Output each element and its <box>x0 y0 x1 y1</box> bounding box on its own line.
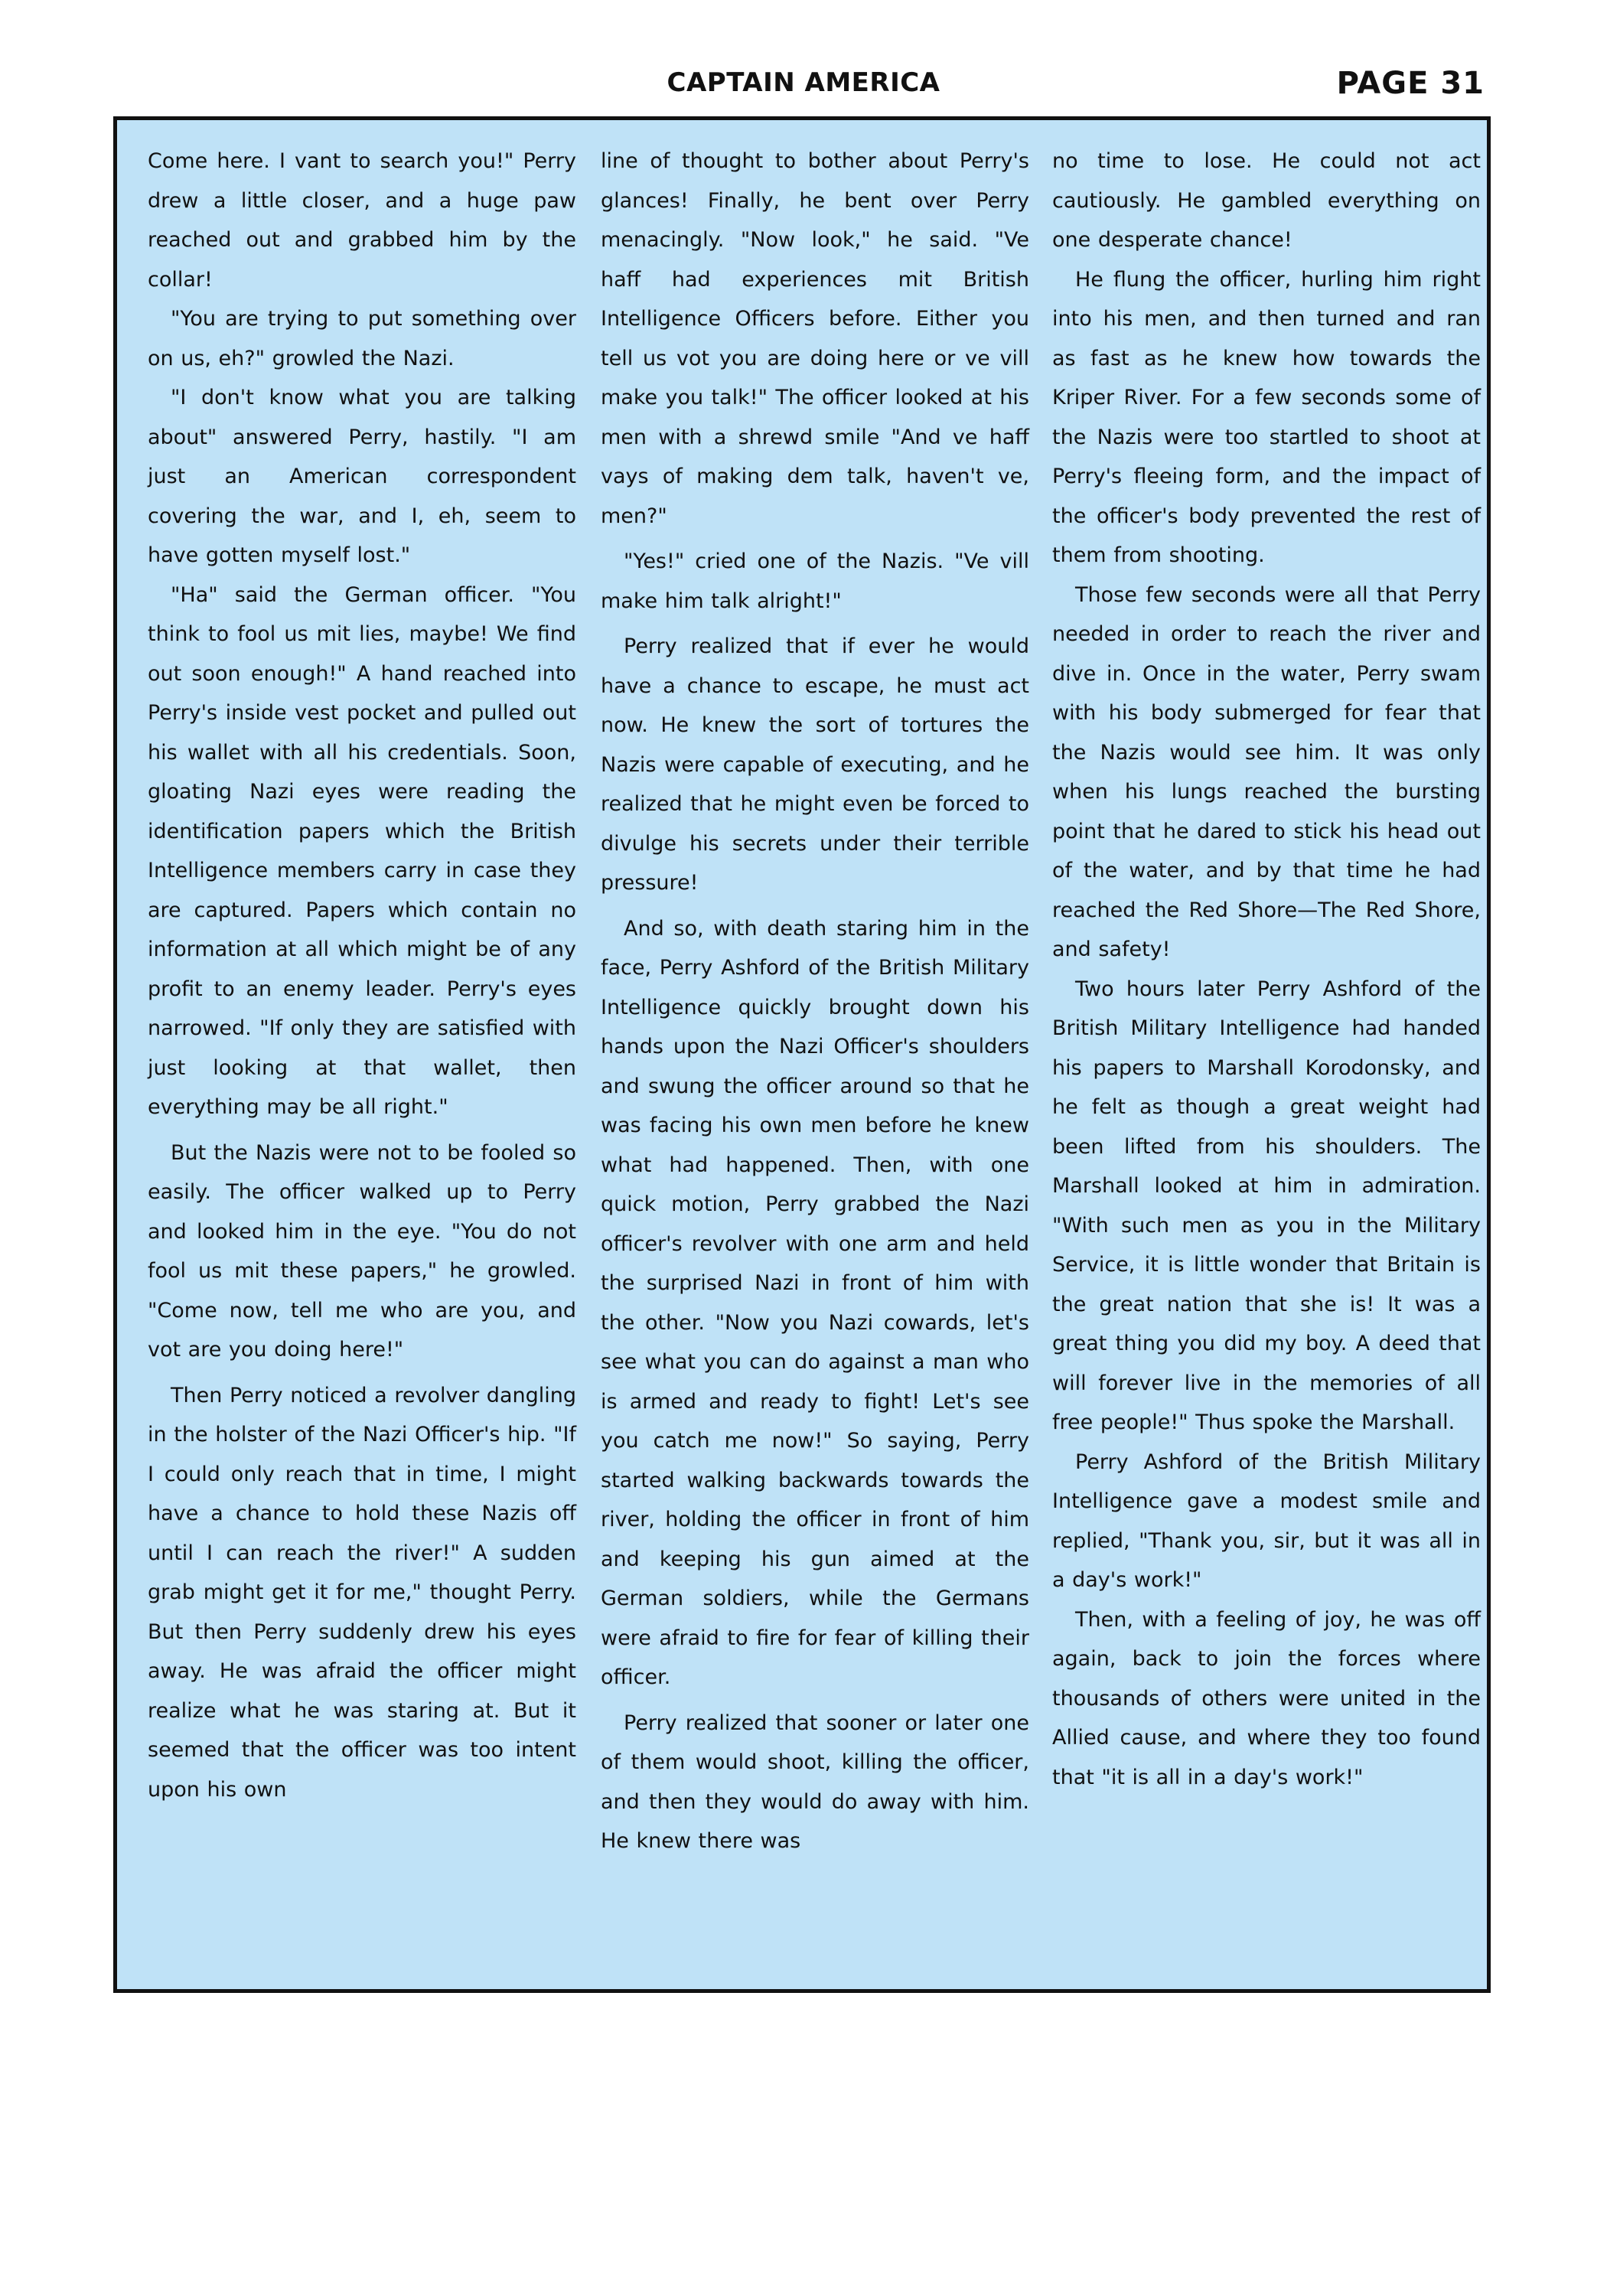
paragraph: And so, with death staring him in the face, Perry Ashford of the British Military Intelligence quickly brought down his hands upon the Nazi Officer's shoulders and swung the officer around so that he was facing his own men before he knew what had happened. Then, with one quick motion, Perry grabbed the Nazi officer's revolver with one arm and held the surprised Nazi in front of him with the other. "Now you Nazi cowards, let's see what you can do against a man who is armed and ready to fight! Let's see you catch me now!" So saying, Perry started walking backwards towards the river, holding the officer in front of him and keeping his gun aimed at the German soldiers, while the Germans were afraid to fire for fear of killing their officer. <box>601 916 1029 1689</box>
paragraph: line of thought to bother about Perry's glances! Finally, he bent over Perry menacingly. "Now look," he said. "Ve haff had experiences mit British Intelligence Officers before. Either you tell us vot you are doing here or ve vill make you talk!" The officer looked at his men with a shrewd smile "And ve haff vays of making dem talk, haven't ve, men?" <box>601 149 1029 528</box>
paragraph: But the Nazis were not to be fooled so easily. The officer walked up to Perry and looked him in the eye. "You do not fool us mit these papers," he growled. "Come now, tell me who are you, and vot are you doing here!" <box>148 1140 576 1362</box>
paragraph: Perry Ashford of the British Military Intelligence gave a modest smile and replied, "Thank you, sir, but it was all in a day's work!" <box>1052 1450 1481 1592</box>
paragraph: "You are trying to put something over on us, eh?" growled the Nazi. <box>148 307 576 370</box>
paragraph: Perry realized that sooner or later one of them would shoot, killing the officer, and then they would do away with him. He knew there was <box>601 1711 1029 1853</box>
paragraph: He flung the officer, hurling him right into his men, and then turned and ran as fast as he knew how towards the Kriper River. For a few seconds some of the Nazis were too startled to shoot at Perry's fleeing form, and the impact of the officer's body prevented the rest of them from shooting. <box>1052 267 1481 567</box>
text-column-3 <box>1052 142 1481 1797</box>
paragraph: "Yes!" cried one of the Nazis. "Ve vill make him talk alright!" <box>601 550 1029 613</box>
page-number-label: PAGE 31 <box>1336 66 1485 101</box>
paragraph: Perry realized that if ever he would have a chance to escape, he must act now. He knew the sort of tortures the Nazis were capable of executing, and he realized that he might even be forced to divulge his secrets under their terrible pressure! <box>601 634 1029 895</box>
text-column-1 <box>148 142 576 1809</box>
paragraph: "Ha" said the German officer. "You think to fool us mit lies, maybe! We find out soon enough!" A hand reached into Perry's inside vest pocket and pulled out his wallet with all his credentials. Soon, gloating Nazi eyes were reading the identification papers which the British Intelligence members carry in case they are captured. Papers which contain no information at all which might be of any profit to an enemy leader. Perry's eyes narrowed. "If only they are satisfied with just looking at that wallet, then everything may be all right." <box>148 582 576 1119</box>
paragraph: Then, with a feeling of joy, he was off again, back to join the forces where thousands of others were united in the Allied cause, and where they too found that "it is all in a day's work!" <box>1052 1607 1481 1789</box>
paragraph: "I don't know what you are talking about" answered Perry, hastily. "I am just an American correspondent covering the war, and I, eh, seem to have gotten myself lost." <box>148 386 576 567</box>
paragraph: Come here. I vant to search you!" Perry drew a little closer, and a huge paw reached out and grabbed him by the collar! <box>148 149 576 292</box>
paragraph: Two hours later Perry Ashford of the British Military Intelligence had handed his papers to Marshall Korodonsky, and he felt as though a great weight had been lifted from his shoulders. The Marshall looked at him in admiration. "With such men as you in the Military Service, it is little wonder that Britain is the great nation that she is! It was a great thing you did my boy. A deed that will forever live in the memories of all free people!" Thus spoke the Marshall. <box>1052 977 1481 1434</box>
story-text-panel <box>113 116 1491 1993</box>
paragraph: no time to lose. He could not act cautiously. He gambled everything on one desperate chance! <box>1052 149 1481 252</box>
paragraph: Then Perry noticed a revolver dangling in the holster of the Nazi Officer's hip. "If I could only reach that in time, I might have a chance to hold these Nazis off until I can reach the river!" A sudden grab might get it for me," thought Perry. But then Perry suddenly drew his eyes away. He was afraid the officer might realize what he was staring at. But it seemed that the officer was too intent upon his own <box>148 1383 576 1802</box>
paragraph: Those few seconds were all that Perry needed in order to reach the river and dive in. Once in the water, Perry swam with his body submerged for fear that the Nazis would see him. It was only when his lungs reached the bursting point that he dared to stick his head out of the water, and by that time he had reached the Red Shore—The Red Shore, and safety! <box>1052 582 1481 961</box>
page-header-title: CAPTAIN AMERICA <box>667 67 940 98</box>
text-column-2 <box>601 142 1029 1861</box>
